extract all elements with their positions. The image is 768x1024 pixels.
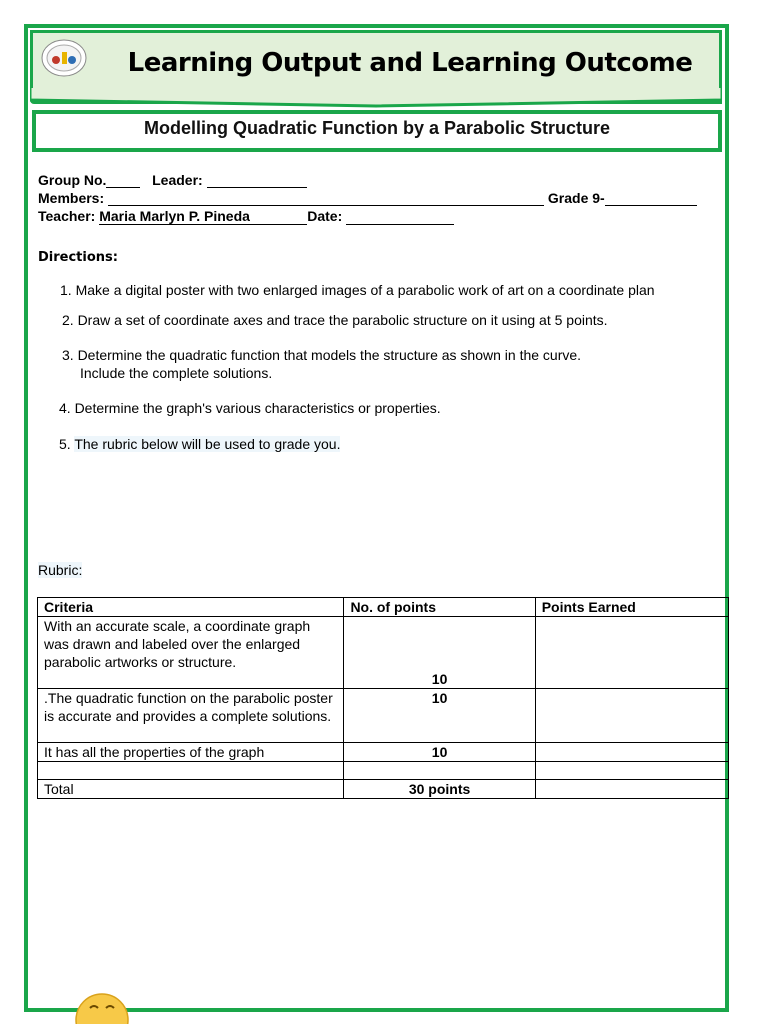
teacher-name: Maria Marlyn P. Pineda	[99, 208, 307, 225]
date-label: Date:	[307, 208, 343, 224]
criteria-cell: It has all the properties of the graph	[38, 743, 344, 762]
activity-subtitle: Modelling Quadratic Function by a Parabolic Structure	[143, 118, 611, 138]
criteria-cell: With an accurate scale, a coordinate graph was drawn and labeled over the enlarged parabolic artworks or structure.	[38, 617, 344, 689]
date-blank[interactable]	[346, 211, 454, 225]
direction-item: 2. Draw a set of coordinate axes and trace the parabolic structure on it using at 5 points.	[62, 312, 608, 328]
direction-item-5	[59, 436, 340, 452]
group-leader-line	[38, 172, 307, 188]
direction-item: 4. Determine the graph's various characteristics or properties.	[59, 400, 441, 416]
total-points: 30 points	[344, 780, 535, 799]
group-blank[interactable]	[106, 174, 140, 188]
table-total-row	[38, 780, 729, 799]
smiley-emoji-icon	[74, 990, 130, 1024]
table-row	[38, 689, 729, 743]
direction-number: 5.	[59, 436, 71, 452]
points-cell: 10	[344, 689, 535, 743]
earned-cell[interactable]	[535, 762, 728, 780]
table-row	[38, 743, 729, 762]
header-earned: Points Earned	[535, 598, 728, 617]
rubric-label: Rubric:	[38, 562, 83, 578]
members-label: Members:	[38, 190, 105, 206]
teacher-line	[38, 208, 454, 225]
points-cell	[344, 762, 535, 780]
points-cell: 10	[344, 743, 535, 762]
total-label: Total	[38, 780, 344, 799]
header-criteria: Criteria	[38, 598, 344, 617]
directions-heading: Directions:	[38, 250, 118, 265]
members-line	[38, 190, 697, 206]
criteria-cell: .The quadratic function on the parabolic poster is accurate and provides a complete solutions.	[38, 689, 344, 743]
earned-cell[interactable]	[535, 617, 728, 689]
banner-fold	[30, 88, 722, 108]
table-header-row	[38, 598, 729, 617]
teacher-label: Teacher:	[38, 208, 96, 224]
table-row	[38, 617, 729, 689]
points-cell: 10	[344, 617, 535, 689]
members-blank[interactable]	[108, 192, 544, 206]
direction-item: 1. Make a digital poster with two enlarged images of a parabolic work of art on a coordinate plan	[60, 282, 655, 298]
grade-blank[interactable]	[605, 192, 697, 206]
page-title: Learning Output and Learning Outcome	[127, 48, 693, 78]
table-row	[38, 762, 729, 780]
direction-text: The rubric below will be used to grade you.	[74, 436, 341, 452]
earned-cell[interactable]	[535, 689, 728, 743]
criteria-cell	[38, 762, 344, 780]
earned-cell[interactable]	[535, 743, 728, 762]
grade-label: Grade 9-	[547, 190, 605, 206]
total-earned-cell[interactable]	[535, 780, 728, 799]
school-seal-logo	[40, 38, 88, 78]
group-label: Group No.	[38, 172, 107, 188]
rubric-table	[37, 597, 729, 799]
leader-blank[interactable]	[207, 174, 307, 188]
direction-item: Include the complete solutions.	[80, 365, 273, 381]
direction-item: 3. Determine the quadratic function that models the structure as shown in the curve.	[62, 347, 582, 363]
header-points: No. of points	[344, 598, 535, 617]
leader-label: Leader:	[152, 172, 203, 188]
